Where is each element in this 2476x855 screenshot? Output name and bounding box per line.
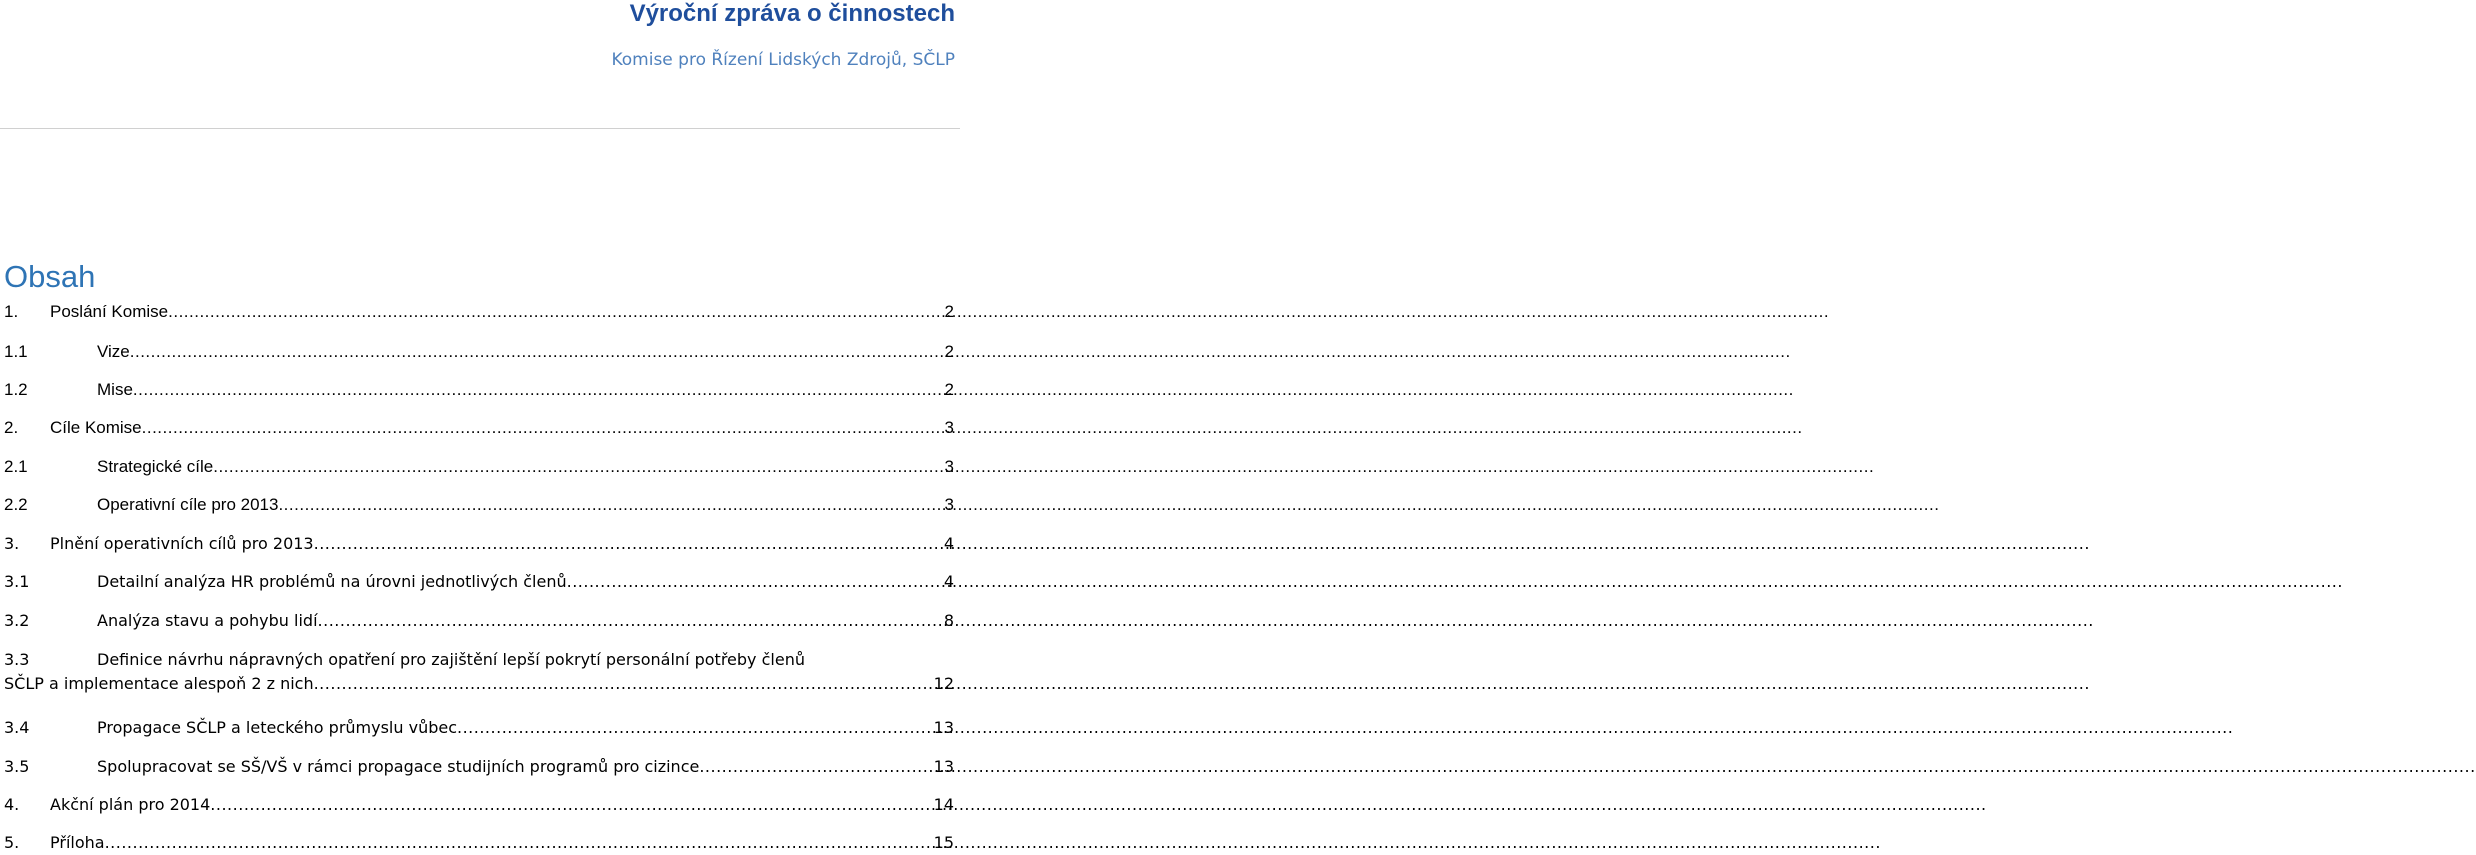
toc-entry-3-1[interactable] xyxy=(4,570,954,594)
toc-number: 1.2 xyxy=(4,380,28,399)
toc-leader xyxy=(130,340,943,364)
toc-entry-4[interactable] xyxy=(4,793,954,817)
toc-number: 3.2 xyxy=(4,611,30,630)
toc-number: 3. xyxy=(4,534,20,553)
toc-number: 2.1 xyxy=(4,457,28,476)
toc-number: 2.2 xyxy=(4,495,28,514)
toc-title: Propagace SČLP a leteckého průmyslu vůbec xyxy=(97,718,457,737)
toc-leader xyxy=(314,672,932,696)
toc-leader xyxy=(457,716,932,740)
toc-number: 4. xyxy=(4,795,20,814)
toc-number: 3.4 xyxy=(4,718,30,737)
toc-title: Příloha xyxy=(50,833,105,852)
toc-title: Poslání Komise xyxy=(50,302,169,321)
toc-title: Mise xyxy=(97,380,133,399)
toc-number: 3.1 xyxy=(4,572,30,591)
toc-leader xyxy=(213,455,942,479)
toc-page-number: 14 xyxy=(933,795,954,814)
toc-title: Akční plán pro 2014 xyxy=(50,795,211,814)
toc-leader xyxy=(133,378,943,402)
toc-leader xyxy=(210,793,931,817)
toc-title: Detailní analýza HR problémů na úrovni jednotlivých členů xyxy=(97,572,567,591)
document-subtitle: Komise pro Řízení Lidských Zdrojů, SČLP xyxy=(611,50,955,70)
document-page xyxy=(0,0,960,855)
toc-number: 3.5 xyxy=(4,757,30,776)
toc-leader xyxy=(567,570,942,594)
toc-page-number: 2 xyxy=(944,380,954,399)
toc-entry-2-2[interactable] xyxy=(4,493,954,517)
toc-page-number: 2 xyxy=(944,342,954,361)
toc-number: 1.1 xyxy=(4,342,28,361)
toc-entry-3-5[interactable] xyxy=(4,755,954,779)
toc-entry-1-1[interactable] xyxy=(4,340,954,364)
toc-leader xyxy=(142,416,943,440)
toc-page-number: 8 xyxy=(943,611,954,630)
toc-page-number: 2 xyxy=(944,302,954,321)
toc-title: Vize xyxy=(97,342,130,361)
toc-page-number: 4 xyxy=(943,572,954,591)
toc-entry-1[interactable] xyxy=(4,300,954,324)
toc-page-number: 13 xyxy=(933,757,954,776)
toc-page-number: 3 xyxy=(944,457,954,476)
toc-leader xyxy=(699,755,931,779)
toc-title: Strategické cíle xyxy=(97,457,214,476)
toc-leader xyxy=(168,300,942,324)
toc-page-number: 3 xyxy=(944,418,954,437)
toc-page-number: 15 xyxy=(933,833,954,852)
toc-entry-3-3[interactable] xyxy=(4,648,954,696)
toc-page-number: 3 xyxy=(944,495,954,514)
toc-title-continued: SČLP a implementace alespoň 2 z nich xyxy=(4,674,314,693)
toc-entry-2-1[interactable] xyxy=(4,455,954,479)
toc-leader xyxy=(105,831,932,855)
toc-title: Analýza stavu a pohybu lidí xyxy=(97,611,318,630)
toc-leader xyxy=(314,532,942,556)
toc-entry-3[interactable] xyxy=(4,532,954,556)
toc-number: 5. xyxy=(4,833,20,852)
toc-heading: Obsah xyxy=(4,259,96,294)
toc-entry-3-2[interactable] xyxy=(4,609,954,633)
document-title: Výroční zpráva o činnostech xyxy=(629,0,955,27)
toc-entry-1-2[interactable] xyxy=(4,378,954,402)
toc-number: 3.3 xyxy=(4,650,30,669)
toc-title: Spolupracovat se SŠ/VŠ v rámci propagace studijních programů pro cizince xyxy=(97,757,700,776)
toc-title: Plnění operativních cílů pro 2013 xyxy=(50,534,314,553)
toc-entry-2[interactable] xyxy=(4,416,954,440)
toc-entry-3-4[interactable] xyxy=(4,716,954,740)
toc-page-number: 13 xyxy=(933,718,954,737)
toc-title: Definice návrhu nápravných opatření pro zajištění lepší pokrytí personální potřeby členů xyxy=(97,650,805,669)
toc-leader xyxy=(278,493,942,517)
toc-title: Cíle Komise xyxy=(50,418,142,437)
toc-title: Operativní cíle pro 2013 xyxy=(97,495,279,514)
toc-page-number: 4 xyxy=(943,534,954,553)
toc-page-number: 12 xyxy=(933,674,954,693)
toc-entry-5[interactable] xyxy=(4,831,954,855)
header-divider xyxy=(0,128,960,129)
toc-number: 2. xyxy=(4,418,19,437)
toc-number: 1. xyxy=(4,302,19,321)
toc-leader xyxy=(318,609,942,633)
